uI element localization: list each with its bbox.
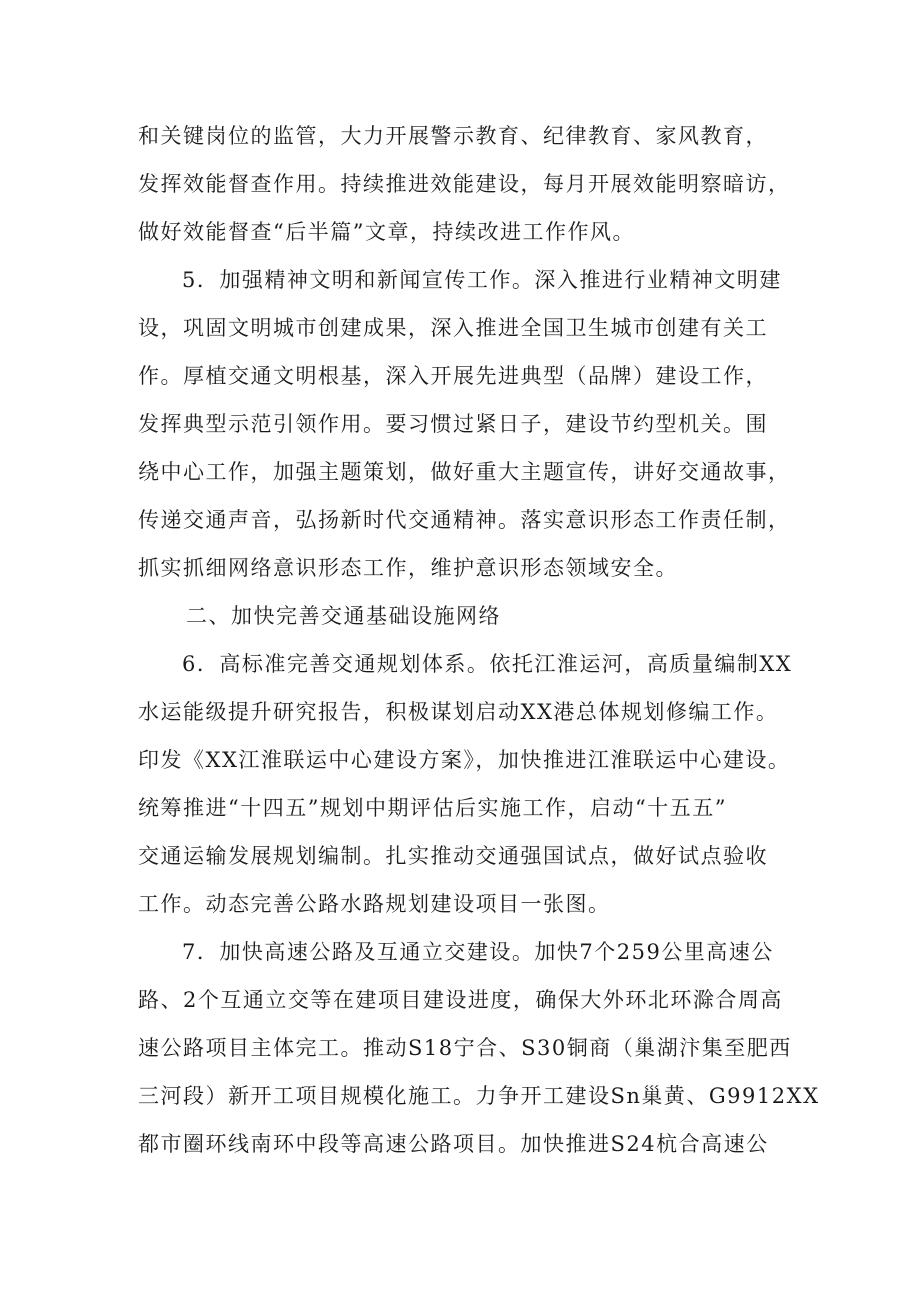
paragraph-line: 绕中心工作，加强主题策划，做好重大主题宣传，讲好交通故事， bbox=[138, 460, 791, 484]
paragraph-line: 发挥效能督查作用。持续推进效能建设，每月开展效能明察暗访， bbox=[138, 172, 791, 196]
paragraph-line: 作。厚植交通文明根基，深入开展先进典型（品牌）建设工作， bbox=[138, 364, 768, 388]
paragraph-start-line: 6．高标准完善交通规划体系。依托江淮运河，高质量编制XX bbox=[182, 652, 793, 676]
paragraph-start-line: 5．加强精神文明和新闻宣传工作。深入推进行业精神文明建 bbox=[182, 268, 782, 292]
paragraph-line: 和关键岗位的监管，大力开展警示教育、纪律教育、家风教育， bbox=[138, 124, 768, 148]
paragraph-line: 三河段）新开工项目规模化施工。力争开工建设Sn巢黄、G9912XX bbox=[138, 1084, 820, 1108]
paragraph-line: 交通运输发展规划编制。扎实推动交通强国试点，做好试点验收 bbox=[138, 844, 768, 868]
document-body bbox=[138, 112, 820, 1168]
paragraph-line: 统筹推进“十四五”规划中期评估后实施工作，启动“十五五” bbox=[138, 796, 727, 820]
paragraph-line: 工作。动态完善公路水路规划建设项目一张图。 bbox=[138, 892, 611, 916]
paragraph-line: 都市圈环线南环中段等高速公路项目。加快推进S24杭合高速公 bbox=[138, 1132, 769, 1156]
paragraph-line: 抓实抓细网络意识形态工作，维护意识形态领域安全。 bbox=[138, 556, 678, 580]
paragraph-line: 做好效能督查“后半篇”文章，持续改进工作作风。 bbox=[138, 220, 635, 244]
paragraph-line: 路、2个互通立交等在建项目建设进度，确保大外环北环滁合周高 bbox=[138, 988, 783, 1012]
paragraph-start-line: 7．加快高速公路及互通立交建设。加快7个259公里高速公 bbox=[182, 940, 774, 964]
paragraph-line: 发挥典型示范引领作用。要习惯过紧日子，建设节约型机关。围 bbox=[138, 412, 768, 436]
paragraph-line: 印发《XX江淮联运中心建设方案》，加快推进江淮联运中心建设。 bbox=[138, 748, 791, 772]
paragraph-line: 水运能级提升研究报告，积极谋划启动XX港总体规划修编工作。 bbox=[138, 700, 779, 724]
paragraph-line: 速公路项目主体完工。推动S18宁合、S30铜商（巢湖汴集至肥西 bbox=[138, 1036, 792, 1060]
paragraph-line: 传递交通声音，弘扬新时代交通精神。落实意识形态工作责任制， bbox=[138, 508, 791, 532]
paragraph-line: 设，巩固文明城市创建成果，深入推进全国卫生城市创建有关工 bbox=[138, 316, 768, 340]
section-heading: 二、加快完善交通基础设施网络 bbox=[186, 604, 501, 628]
